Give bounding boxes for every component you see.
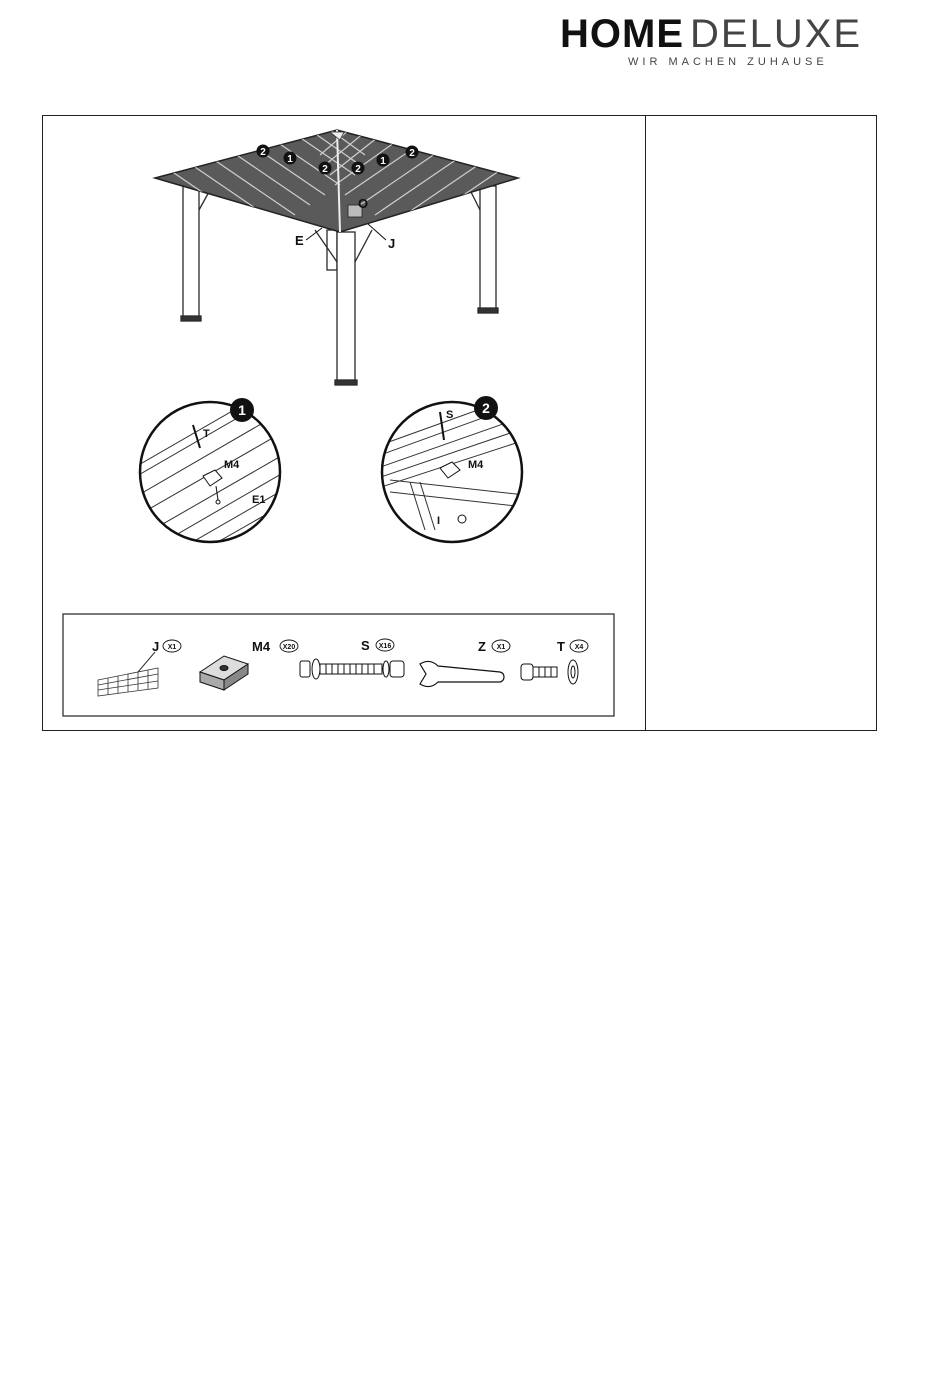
part-s-qty: X16 bbox=[378, 643, 392, 650]
part-s-label: S bbox=[361, 638, 370, 653]
callout-text: 2 bbox=[409, 148, 415, 159]
logo-deluxe-text: DELUXE bbox=[690, 12, 863, 56]
detail-2-label-s: S bbox=[446, 409, 454, 421]
part-z-label: Z bbox=[478, 639, 486, 654]
callout-text: 1 bbox=[380, 156, 386, 167]
detail-1-label-e1: E1 bbox=[252, 494, 266, 506]
callout-text: 1 bbox=[287, 154, 293, 165]
detail-1-label-m4: M4 bbox=[224, 459, 240, 471]
part-j-label: J bbox=[152, 639, 160, 654]
logo-tagline: WIR MACHEN ZUHAUSE bbox=[628, 56, 828, 68]
part-j-qty: X1 bbox=[167, 644, 177, 651]
logo-home-text: HOME bbox=[560, 12, 684, 56]
detail-1-label-t: T bbox=[203, 428, 210, 440]
detail-1-number: 1 bbox=[238, 402, 246, 418]
callout-text: 2 bbox=[322, 164, 328, 175]
callout-text: 2 bbox=[260, 147, 266, 158]
detail-2-label-i: I bbox=[437, 515, 441, 527]
part-m4-qty: X20 bbox=[282, 644, 296, 651]
parts-list bbox=[63, 614, 614, 716]
detail-view-2 bbox=[372, 396, 525, 542]
part-z-qty: X1 bbox=[496, 644, 506, 651]
part-t-qty: X4 bbox=[574, 644, 584, 651]
label-j: J bbox=[388, 236, 396, 251]
part-m4-label: M4 bbox=[252, 639, 271, 654]
label-e: E bbox=[295, 233, 304, 248]
detail-2-number: 2 bbox=[482, 400, 490, 416]
detail-view-1 bbox=[130, 395, 295, 555]
callout-text: 2 bbox=[355, 164, 361, 175]
label-o: O bbox=[358, 196, 369, 211]
detail-2-label-m4: M4 bbox=[468, 459, 484, 471]
part-t-label: T bbox=[557, 639, 565, 654]
